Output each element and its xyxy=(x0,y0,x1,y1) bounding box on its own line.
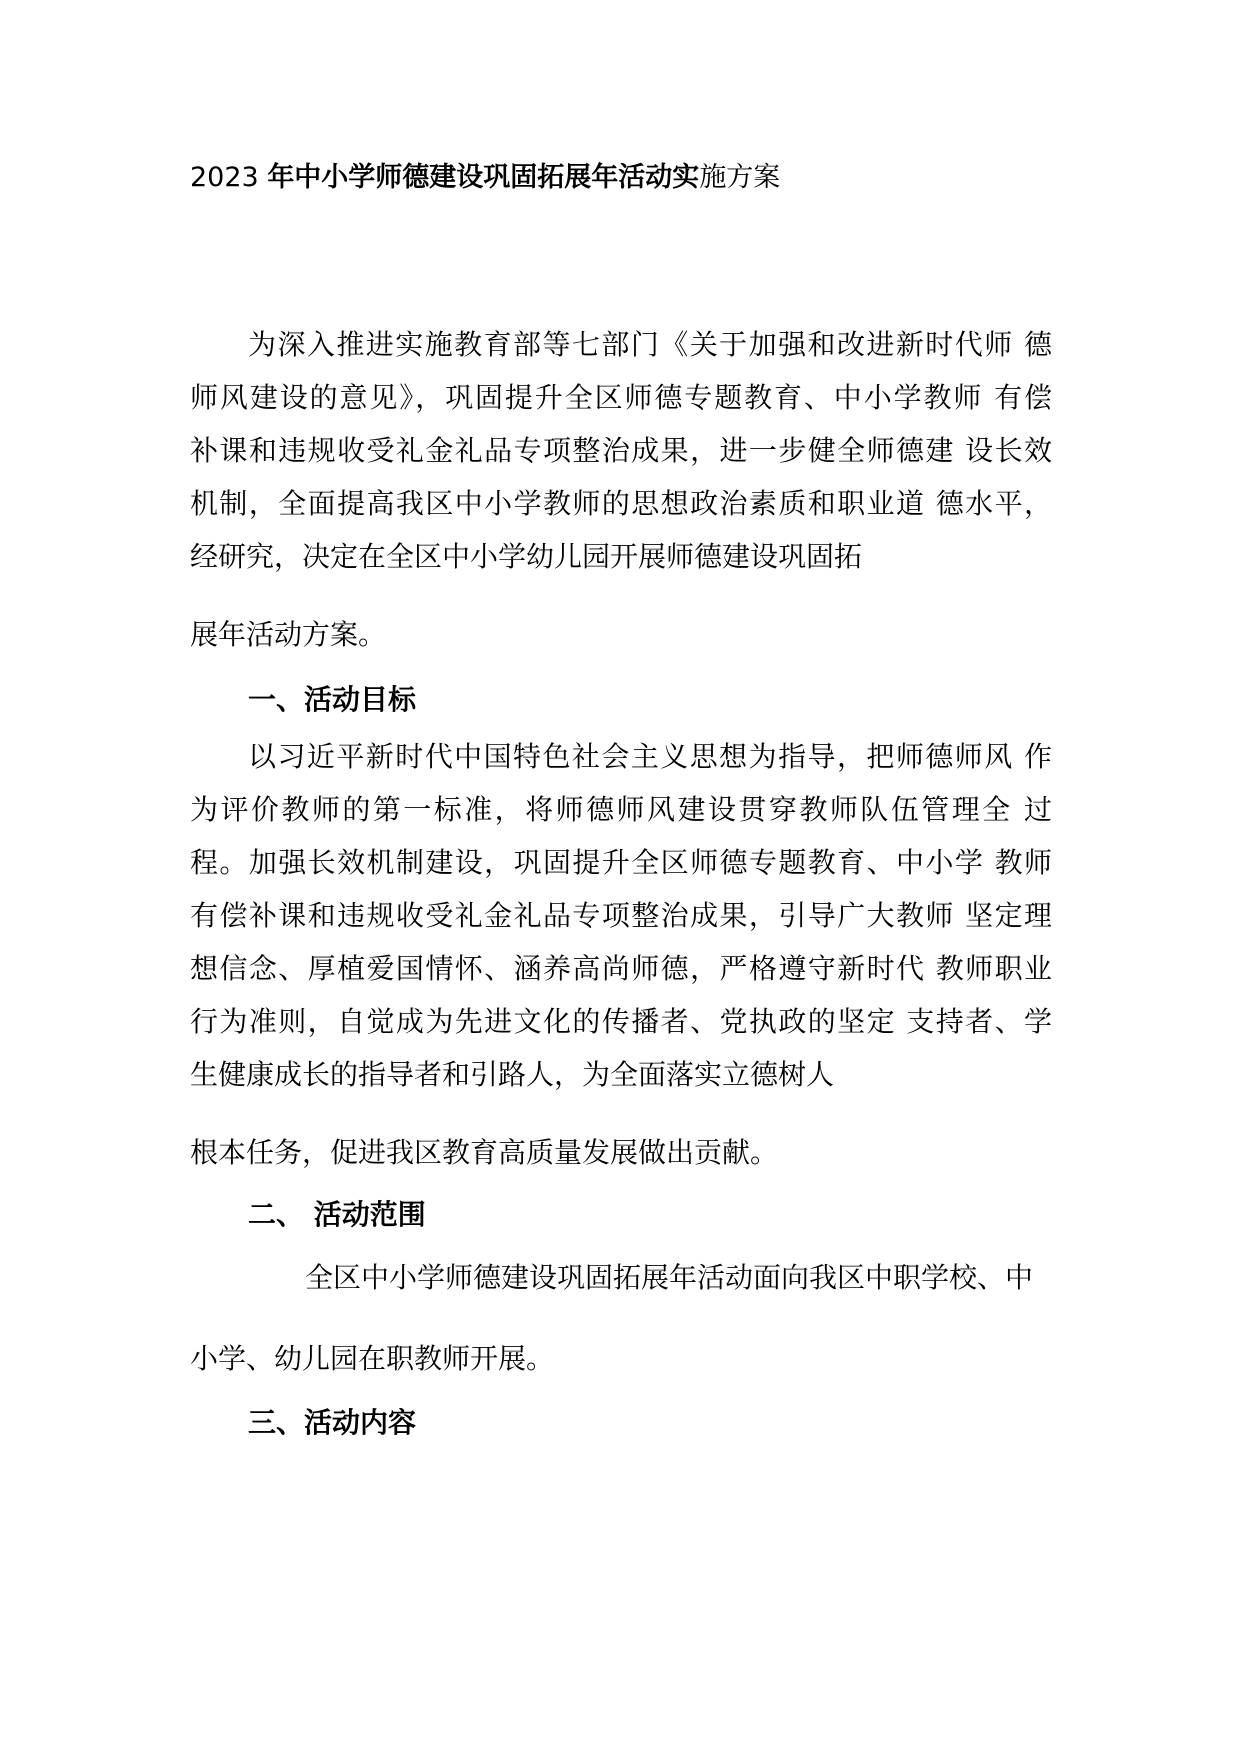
goals-line-3: 程。加强长效机制建设，巩固提升全区师德专题教育、中小学 教师 xyxy=(190,846,1052,879)
intro-line-3: 补课和违规收受礼金礼品专项整治成果，进一步健全师德建 设长效 xyxy=(190,434,1052,467)
goals-line-2: 为评价教师的第一标准，将师德师风建设贯穿教师队伍管理全 过 xyxy=(190,793,1052,826)
title-main: 年中小学师德建设巩固拓展年活动实 xyxy=(267,162,700,193)
document-title xyxy=(190,158,780,198)
goals-line-7: 生健康成长的指导者和引路人，为全面落实立德树人 xyxy=(190,1058,835,1091)
intro-line-4: 机制，全面提高我区中小学教师的思想政治素质和职业道 德水平， xyxy=(190,487,1052,520)
goals-line-6: 行为准则，自觉成为先进文化的传播者、党执政的坚定 支持者、学 xyxy=(190,1005,1052,1038)
goals-line-4: 有偿补课和违规收受礼金礼品专项整治成果，引导广大教师 坚定理 xyxy=(190,899,1052,932)
goals-line-8: 根本任务，促进我区教育高质量发展做出贡献。 xyxy=(190,1136,779,1169)
title-tail: 施方案 xyxy=(699,162,781,193)
section-heading-scope: 二、 活动范围 xyxy=(248,1198,426,1231)
intro-line-1: 为深入推进实施教育部等七部门《关于加强和改进新时代师 德 xyxy=(248,328,1052,361)
section-heading-content: 三、活动内容 xyxy=(248,1406,417,1439)
section-heading-goals: 一、活动目标 xyxy=(248,683,417,716)
goals-line-1: 以习近平新时代中国特色社会主义思想为指导，把师德师风 作 xyxy=(248,740,1052,773)
intro-line-2: 师风建设的意见》，巩固提升全区师德专题教育、中小学教师 有偿 xyxy=(190,381,1052,414)
goals-line-5: 想信念、厚植爱国情怀、涵养高尚师德，严格遵守新时代 教师职业 xyxy=(190,952,1052,985)
title-year: 2023 xyxy=(190,162,259,193)
scope-line-2: 小学、幼儿园在职教师开展。 xyxy=(190,1342,555,1375)
intro-line-6: 展年活动方案。 xyxy=(190,618,387,651)
scope-line-1: 全区中小学师德建设巩固拓展年活动面向我区中职学校、中 xyxy=(305,1261,1034,1294)
intro-line-5: 经研究，决定在全区中小学幼儿园开展师德建设巩固拓 xyxy=(190,540,863,573)
